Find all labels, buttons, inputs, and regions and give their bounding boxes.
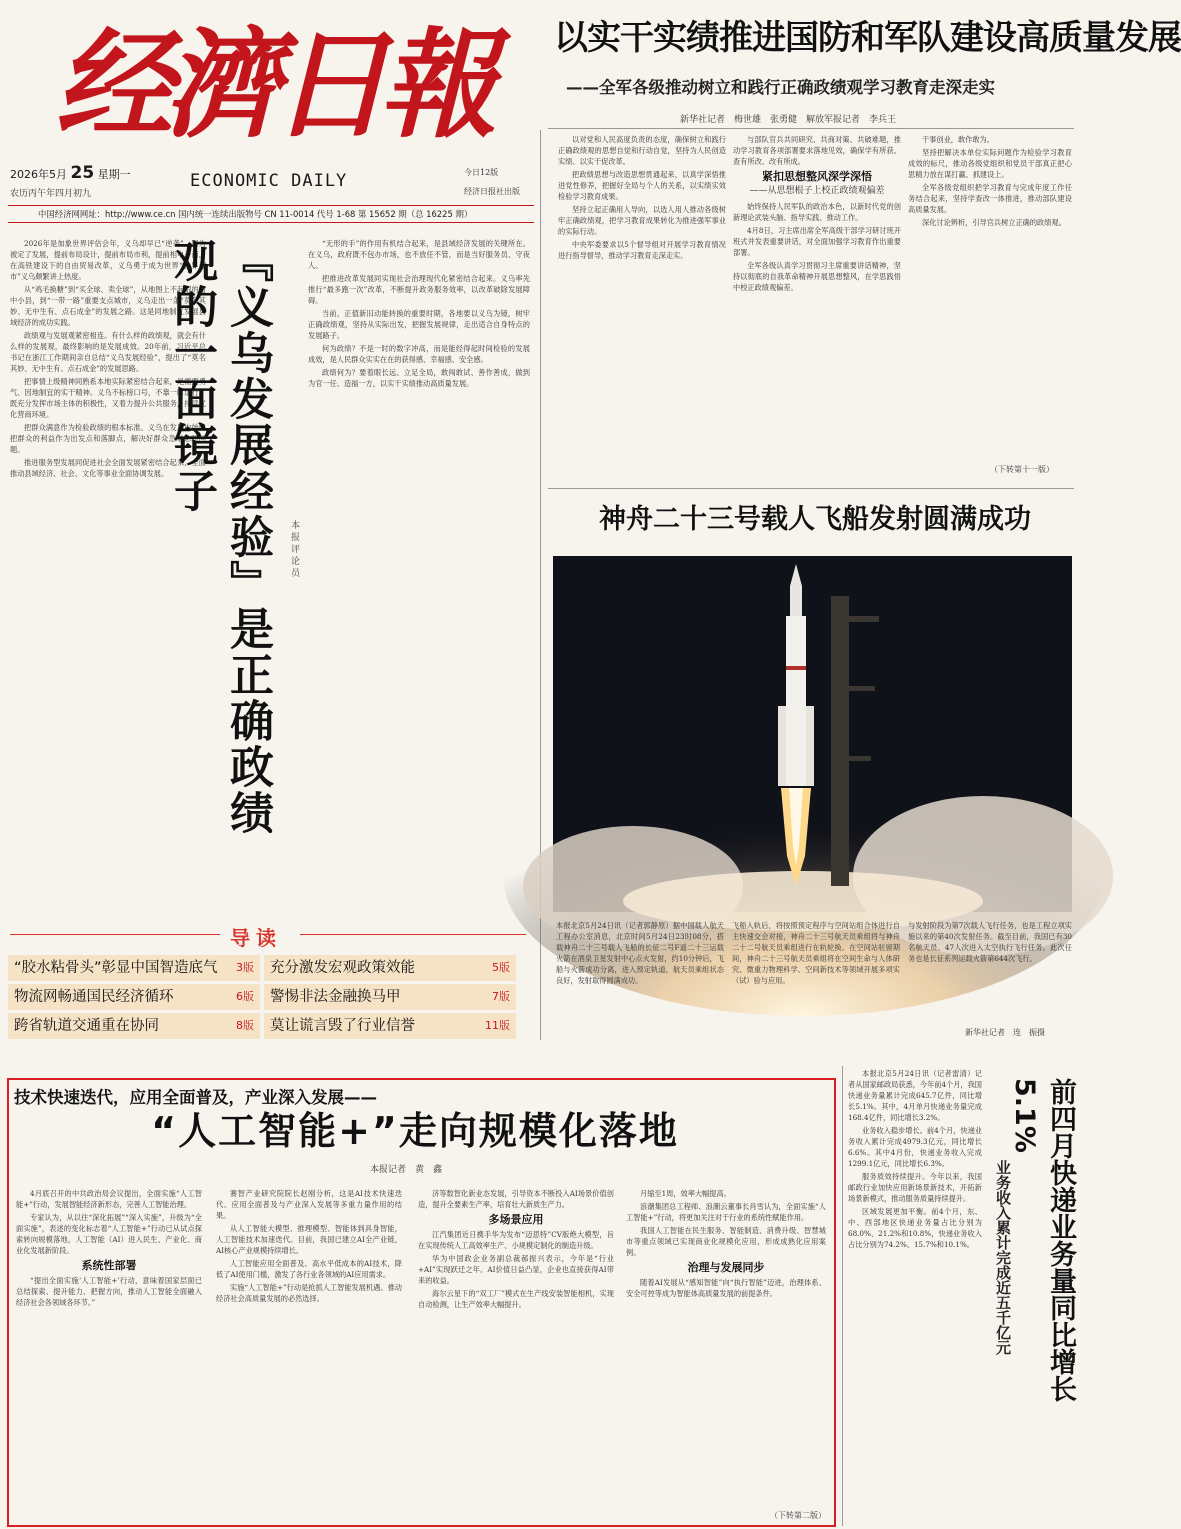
digest-heading: 导读 <box>230 926 282 950</box>
lunar-date: 农历丙午年四月初九 <box>10 189 92 199</box>
ai-kicker: 技术快速迭代，应用全面普及，产业深入发展—— <box>14 1088 377 1107</box>
lead-continued-note: （下转第十一版） <box>990 465 1054 474</box>
digest-item-5[interactable]: 跨省轨道交通重在协同 8版 <box>8 1013 260 1039</box>
publication-info-bar: 中国经济网网址：http://www.ce.cn 国内统一连续出版物号 CN 11-0014 代号 1-68 第 15652 期（总 16225 期） <box>8 205 534 223</box>
shenzhou-headline[interactable]: 神舟二十三号载人飞船发射圆满成功 <box>599 504 1031 535</box>
rocket-launch-illustration <box>553 556 1072 912</box>
digest-item-4[interactable]: 警惕非法金融换马甲 7版 <box>264 984 516 1010</box>
lead-section-subheading: ——从思想根子上校正政绩观偏差 <box>749 186 885 196</box>
lead-section-heading: 紧扣思想整风深学深悟 <box>762 170 872 183</box>
lead-headline[interactable]: 以实干实绩推进国防和军队建设高质量发展 <box>554 18 1181 58</box>
digest-page: 7版 <box>492 990 510 1003</box>
shenzhou-column-1: 本报北京5月24日讯（记者郭静原）据中国载人航天工程办公室消息，北京时间5月24日23时08分，搭载神舟二十三号载人飞船的长征二号F遥二十三运载火箭在酒泉卫星发射中心点火发射，约10分钟后，飞船与火箭成功分离，进入预定轨道，航天员乘组状态良好，发射取得圆满成功。 <box>556 921 724 985</box>
digest-page: 3版 <box>236 961 254 974</box>
rocket-launch-photo[interactable] <box>553 556 1072 912</box>
issue-date <box>10 163 131 183</box>
english-name: ECONOMIC DAILY <box>190 171 348 191</box>
digest-item-3[interactable]: 物流网畅通国民经济循环 6版 <box>8 984 260 1010</box>
ai-column-2: 赛智产业研究院院长赵刚分析，这是AI技术快速迭代、应用全面普及与产业深入发展等多重力量作用的结果。 从人工智能大模型、推理模型、智能体到具身智能，人工智能技术加速迭代。目前，我国已建立AI全产业链，AI核心产业规模持续增长。 人工智能应用全面普及。高水平低成本的AI技术，降低了AI使用门槛，激发了各行业各领域的AI应用需求。 实施“人工智能+”行动是抢抓人工智能发展机遇、推动经济社会高质量发展的必然选择。 <box>216 1189 402 1303</box>
ai-continued-note: （下转第二版） <box>770 1511 826 1520</box>
photo-credit: 新华社记者 连 振摄 <box>965 1028 1045 1037</box>
express-body: 本报北京5月24日讯（记者雷清）记者从国家邮政局获悉，今年前4个月，我国快递业务量累计完成645.7亿件，同比增长5.1%。其中，4月单月快递业务量完成168.4亿件，同比增长3.2%。 业务收入稳步增长。前4个月，快递业务收入累计完成4979.3亿元，同比增长6.6%。其中4月份，快递业务收入完成1299.1亿元，同比增长6.3%。 服务质效持续提升。今年以来，我国邮政行业加快应用新场景新技术，开拓新场景新模式，推动服务质量持续提升。 区域发展更加平衡。前4个月，东、中、西部地区快递业务量占比分别为68.0%、21.2%和10.8%，快递业务收入占比分别为74.2%、15.7%和10.1%。 <box>848 1069 982 1249</box>
ai-column-3: 济等数智化新业态发展，引导资本不断投入AI场景价值创造，提升全要素生产率，培育壮大新质生产力。 多场景应用 江汽集团近日携手华为发布“迈思特”CV版绝大模型，旨在实现传统人工高效率生产、小规模定制化的制造升级。 华为中国政企业务副总裁郝振兴表示，今年是“行业+AI”实现跃迁之年。AI价值日益凸显，企业也直接获得AI带来的收益。 海尔云星下的“双工厂”模式在生产线安装智能相机，实现自动检测，让生产效率大幅提升。 <box>418 1189 614 1309</box>
ai-column-4: 月缩至1周，效率大幅提高。 浪潮集团总工程师、浪潮云董事长肖雪认为，全面实施“人工智能+”行动，将更加关注对于行业的系统性赋能作用。 我国人工智能在民生服务、智能制造、消费升级、智慧城市等重点领域已实现商业化规模化应用，形成成熟化应用案例。 治理与发展同步 随着AI发展从“感知智能”向“执行智能”迈进，治理体系、安全可控等成为智能体高质量发展的前提条件。 <box>626 1189 826 1298</box>
lead-subheadline: ——全军各级推动树立和践行正确政绩观学习教育走深走实 <box>566 78 995 97</box>
digest-page: 8版 <box>236 1019 254 1032</box>
ai-headline[interactable]: “人工智能+”走向规模化落地 <box>151 1109 679 1153</box>
lead-column-2: 与部队官兵共同研究、共商对策、共破难题，推动学习教育各项部署要求落地见效，确保学有所获、查有所改、改有所成。 紧扣思想整风深学深悟 ——从思想根子上校正政绩观偏差 始终保持人民军队的政治本色，以新时代党的创新理论武装头脑、指导实践、推动工作。 4月8日，习主席出席全军高级干部学习研讨班开班式并发表重要讲话，对全面加强学习教育作出重要部署。 全军各级认真学习贯彻习主席重要讲话精神，坚持以彻底的自我革命精神开展思想整风，在学思践悟中校正政绩观偏差。 <box>733 135 901 292</box>
commentary-title[interactable]: 『义乌发展经验』是正确政绩观的一面镜子 <box>166 238 273 836</box>
weekday: 星期一 <box>97 168 131 181</box>
commentary-column-1: 2026年是加象世界评估会年，义乌却早已“逆袭”。因为被定了发展，提前布局设计，提前布局市利，提前相电子商，在高铁建设下的自由贸易改革，义乌勇于成为世界“世界超市”义乌颇繁讲上热度。 从“鸡毛换糖”到“买全球、卖全球”，从地图上不起眼的南中小县，到“一带一路”重要支点城市，义乌走出一条“莫名其妙、无中生有、点石成金”的发展之路。这是同地制宜发展县域经济的成功实践。 政绩观与发展观紧密相连。有什么样的政绩观，就会有什么样的发展观，最终影响的是发展成效。20年前，习近平总书记在浙江工作期间亲自总结“义乌发展经验”，提出了“莫名其妙、无中生有、点石成金”的发展思路。 把事情上级精神同熟系本地实际紧密结合起来，是需要勇气、因地制宜的实干精神。义乌不标榜口号，不靠一时运行，既充分发挥市场主体的积极性，又着力提升公共服务，持续优化营商环境。 把群众满意作为检验政绩的根本标准。义乌在发展中始终把群众的利益作为出发点和落脚点，解决好群众急难愁盼问题。 推进服务型发展同促进社会全面发展紧密结合起来，全面推动县域经济、社会、文化等事业全面协调发展。 <box>10 239 206 478</box>
express-subheadline: 业务收入累计完成近五千亿元 <box>994 1160 1012 1355</box>
digest-page: 11版 <box>485 1019 510 1032</box>
page-count: 今日12版 <box>464 168 499 177</box>
digest-item-1[interactable]: “胶水粘骨头”彰显中国智造底气 3版 <box>8 955 260 981</box>
digest-item-2[interactable]: 充分激发宏观政策效能 5版 <box>264 955 516 981</box>
lead-column-1: 以对党和人民高度负责的态度，确保树立和践行正确政绩观的思想自觉和行动自觉，坚持为人民创造实绩、以实干促改革。 把政绩思想与改造思想贯通起来，以真学深悟推进党性修养，把握好全局与个人的关系，以实绩实效检验学习教育成果。 坚持立起正确用人导向，以选人用人推动各级树牢正确政绩观，把学习教育成果转化为推进强军事业的实际行动。 中央军委要求以5个督导组对开展学习教育情况进行指导督导，推动学习教育走深走实。 <box>558 135 726 260</box>
date-day: 25 <box>70 163 95 183</box>
ai-section-heading-3: 治理与发展同步 <box>687 1261 765 1274</box>
lead-byline: 新华社记者 梅世雄 张勇健 解放军报记者 李兵王 <box>680 115 897 125</box>
lead-column-3: 干事创业，敢作敢为。 坚持把解决本单位实际问题作为检验学习教育成效的标尺，推动各级党组织和党员干部真正把心思精力放在谋打赢、抓建设上。 全军各级党组织把学习教育与完成年度工作任务结合起来，坚持学查改一体推进，推动部队建设高质量发展。 深化讨论辨析，引导官兵树立正确的政绩观。 <box>908 135 1072 227</box>
commentary-author: 本报评论员 <box>289 520 299 580</box>
digest-page: 6版 <box>236 990 254 1003</box>
ai-section-heading-2: 多场景应用 <box>488 1213 544 1226</box>
publisher: 经济日报社出版 <box>464 187 520 196</box>
ai-byline: 本报记者 黄 鑫 <box>370 1165 443 1175</box>
shenzhou-column-3: 与发射阶段为第7次载人飞行任务，也是工程立项实施以来的第40次发射任务。截至目前，我国已有30名航天员、47人次进入太空执行飞行任务。此次任务也是长征系列运载火箭第644次飞行。 <box>908 921 1072 963</box>
ai-section-heading-1: 系统性部署 <box>81 1259 137 1272</box>
digest-page: 5版 <box>492 961 510 974</box>
ai-column-1: 4月底召开的中共政治局会议提出，全面实施“人工智能+”行动，发展智能经济新形态，完善人工智能治理。 专家认为，从以往“深化拓展”“深入实施”，升级为“全面实施”，表述的变化标志着“人工智能+”行动已从试点探索转向规模落地，人工智能（AI）进入民生、产业化、商业化发展新阶段。 系统性部署 “提出全面实施‘人工智能+’行动，意味着国家层面已总结探索、提升能力、把握方向，推动人工智能全面融入经济社会各领域各环节。” <box>16 1189 202 1307</box>
shenzhou-column-2: 飞船入轨后，将按照预定程序与空间站组合体进行自主快速交会对接，神舟二十三号航天员乘组将与神舟二十二号航天员乘组进行在轨轮换。在空间站驻留期间，神舟二十三号航天员乘组将在空间生命与人体研究、微重力物理科学、空间新技术等领域开展多项实（试）验与应用。 <box>732 921 900 985</box>
commentary-column-2: “无形的手”的作用有机结合起来，是县域经济发展的关键所在。在义乌，政府既不包办市场，也不放任不管，而是当好服务员、守夜人。 把推进改革发展同实现社会治理现代化紧密结合起来。义乌率先推行“最多跑一次”改革，不断提升政务服务效率，以改革破除发展障碍。 当前，正值新旧动能转换的重要时期，各地要以义乌为镜，树牢正确政绩观，坚持从实际出发，把握发展规律，走出适合自身特点的发展路子。 何为政绩？不是一时的数字冲高，而是能经得起时间检验的发展成效，是人民群众实实在在的获得感、幸福感、安全感。 政绩何为？要着眼长远、立足全局，敢闯敢试、善作善成，做到为官一任、造福一方，以实干实绩推动高质量发展。 <box>308 239 530 388</box>
digest-item-6[interactable]: 莫让谎言毁了行业信誉 11版 <box>264 1013 516 1039</box>
express-headline[interactable]: 前四月快递业务量同比增长5.1% <box>1009 1078 1076 1402</box>
date-prefix: 2026年5月 <box>10 168 67 181</box>
newspaper-logo: 经濟日報 <box>55 15 488 154</box>
